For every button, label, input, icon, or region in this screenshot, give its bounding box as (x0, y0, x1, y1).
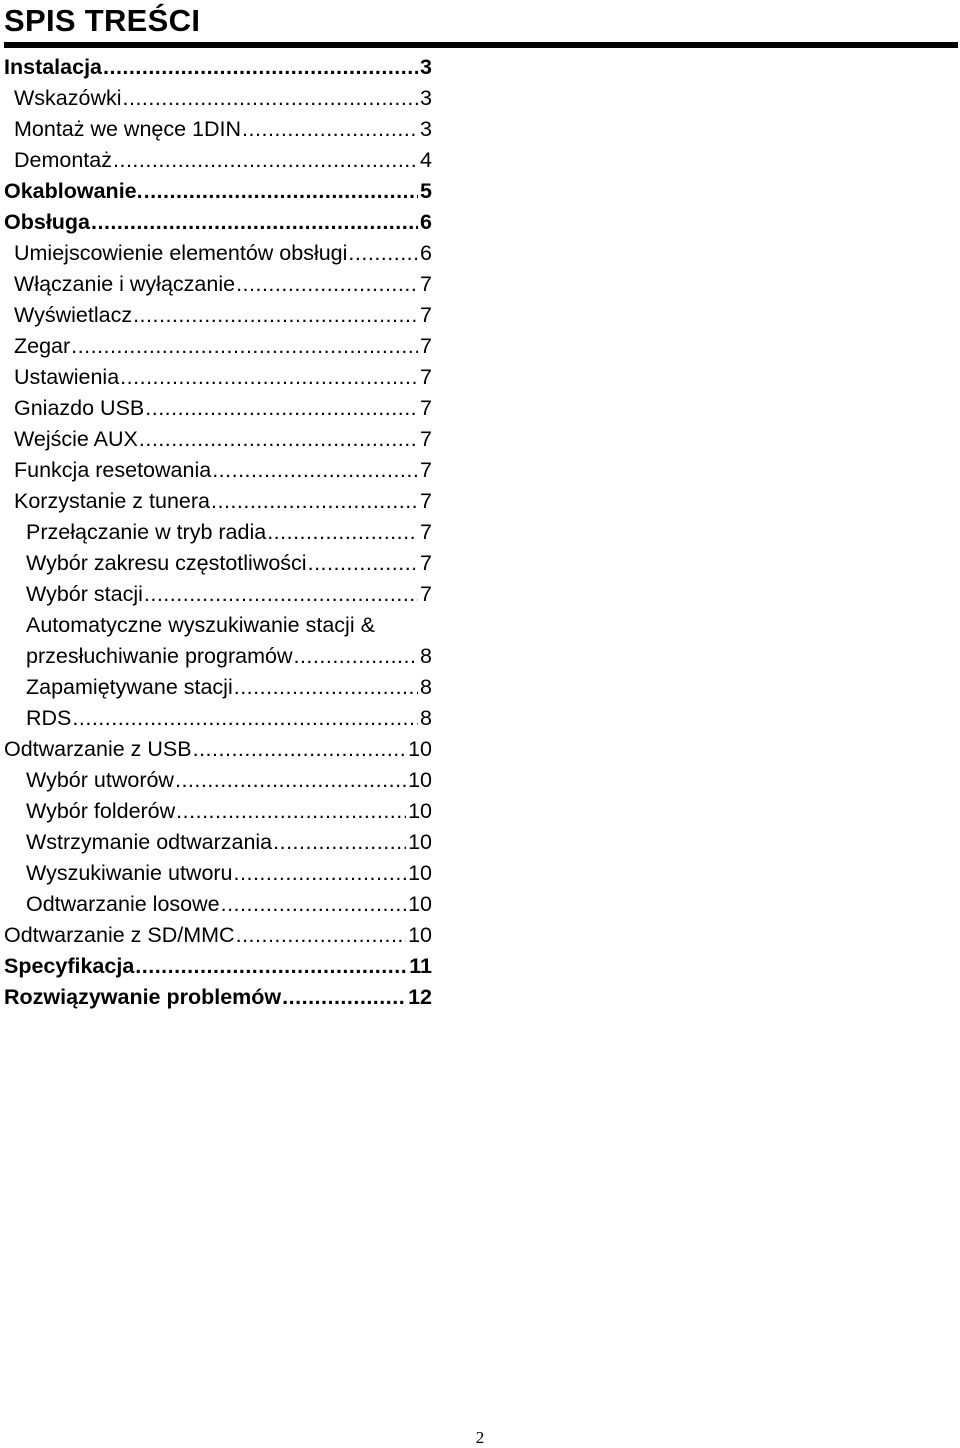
toc-dot-leader (236, 269, 418, 300)
toc-entry-link[interactable] (14, 455, 432, 486)
toc-entry-link[interactable] (26, 796, 432, 827)
toc-entry-link[interactable] (26, 858, 432, 889)
toc-entry-page-number: 11 (409, 954, 432, 978)
toc-entry-page-number: 7 (420, 520, 432, 544)
toc-dot-leader (282, 982, 406, 1013)
toc-entry-label: Demontaż (14, 148, 112, 172)
toc-entry (0, 734, 450, 765)
toc-entry-label: Gniazdo USB (14, 396, 145, 420)
toc-entry-page-number: 7 (420, 365, 432, 389)
toc-dot-leader (267, 517, 418, 548)
toc-dot-leader (221, 889, 406, 920)
table-of-contents (0, 52, 450, 1013)
toc-dot-leader (103, 52, 418, 83)
toc-entry (0, 362, 450, 393)
toc-entry (0, 579, 450, 610)
toc-entry-page-number: 7 (420, 303, 432, 327)
toc-dot-leader (144, 579, 418, 610)
toc-entry-link[interactable] (14, 362, 432, 393)
toc-entry-link[interactable] (14, 486, 432, 517)
toc-entry-label: Wejście AUX (14, 427, 138, 451)
toc-entry (0, 393, 450, 424)
toc-entry (0, 517, 450, 548)
toc-entry-link[interactable] (26, 641, 432, 672)
toc-dot-leader (113, 145, 418, 176)
toc-entry (0, 176, 450, 207)
toc-entry-link[interactable] (4, 176, 432, 207)
toc-dot-leader (176, 796, 406, 827)
toc-entry-link[interactable] (4, 734, 432, 765)
toc-entry-label: Zapamiętywane stacji (26, 675, 233, 699)
toc-entry-label: Wyświetlacz (14, 303, 133, 327)
toc-entry-link[interactable] (4, 52, 432, 83)
toc-entry-link[interactable] (14, 393, 432, 424)
toc-entry-label: Montaż we wnęce 1DIN (14, 117, 242, 141)
toc-entry-link[interactable] (14, 424, 432, 455)
toc-dot-leader (91, 207, 418, 238)
toc-entry-link[interactable] (26, 579, 432, 610)
toc-entry-link[interactable] (14, 300, 432, 331)
toc-entry-label: Instalacja (4, 55, 102, 79)
toc-dot-leader (135, 951, 407, 982)
toc-entry-label: Wskazówki (14, 86, 122, 110)
toc-entry-page-number: 7 (420, 458, 432, 482)
toc-entry-page-number: 10 (408, 768, 432, 792)
toc-entry-page-number: 3 (420, 117, 432, 141)
toc-entry-page-number: 10 (408, 861, 432, 885)
toc-entry-label: Obsługa (4, 210, 91, 234)
toc-entry-page-number: 5 (420, 179, 432, 203)
toc-entry-label: RDS (26, 706, 72, 730)
toc-entry-label: Wybór folderów (26, 799, 176, 823)
toc-entry-link[interactable] (26, 765, 432, 796)
toc-entry-label: Odtwarzanie z USB (4, 737, 192, 761)
toc-entry (0, 827, 450, 858)
toc-entry-label: Ustawienia (14, 365, 120, 389)
toc-entry (0, 796, 450, 827)
toc-entry-link[interactable] (14, 114, 432, 145)
toc-entry-label: Korzystanie z tunera (14, 489, 210, 513)
toc-dot-leader (133, 300, 418, 331)
toc-entry-label: Wstrzymanie odtwarzania (26, 830, 273, 854)
toc-entry-label: Włączanie i wyłączanie (14, 272, 236, 296)
toc-entry-link[interactable] (4, 982, 432, 1013)
toc-entry-page-number: 10 (408, 923, 432, 947)
toc-entry-link[interactable] (14, 331, 432, 362)
toc-entry-link[interactable] (26, 703, 432, 734)
toc-entry-page-number: 3 (420, 55, 432, 79)
toc-entry-page-number: 10 (408, 737, 432, 761)
toc-entry-link[interactable] (26, 672, 432, 703)
toc-entry-link[interactable] (26, 517, 432, 548)
toc-entry-page-number: 7 (420, 334, 432, 358)
toc-entry (0, 703, 450, 734)
toc-dot-leader (234, 672, 418, 703)
toc-entry (0, 114, 450, 145)
toc-entry (0, 269, 450, 300)
toc-entry-link[interactable] (14, 145, 432, 176)
toc-entry (0, 145, 450, 176)
toc-entry (0, 920, 450, 951)
toc-dot-leader (123, 83, 418, 114)
toc-entry-page-number: 7 (420, 396, 432, 420)
toc-dot-leader (348, 238, 418, 269)
toc-entry (0, 641, 450, 672)
toc-entry-label: Zegar (14, 334, 71, 358)
toc-entry (0, 765, 450, 796)
toc-entry-label: Okablowanie. (4, 179, 143, 203)
toc-entry-label: Rozwiązywanie problemów (4, 985, 282, 1009)
toc-entry-page-number: 7 (420, 582, 432, 606)
toc-entry-link[interactable] (26, 548, 432, 579)
toc-dot-leader (308, 548, 418, 579)
toc-entry-link[interactable] (26, 889, 432, 920)
toc-entry-page-number: 3 (420, 86, 432, 110)
toc-entry-link[interactable] (26, 827, 432, 858)
toc-entry-label: przesłuchiwanie programów (26, 644, 293, 668)
toc-dot-leader (175, 765, 406, 796)
toc-entry (0, 238, 450, 269)
toc-dot-leader (293, 641, 418, 672)
toc-dot-leader (193, 734, 406, 765)
toc-entry-label: Funkcja resetowania (14, 458, 212, 482)
toc-entry-label: Wybór zakresu częstotliwości (26, 551, 307, 575)
toc-entry (0, 424, 450, 455)
toc-entry-link[interactable] (4, 951, 432, 982)
toc-entry-label: Automatyczne wyszukiwanie stacji & (26, 613, 375, 637)
toc-entry-page-number: 7 (420, 272, 432, 296)
toc-entry-page-number: 7 (420, 551, 432, 575)
toc-entry (0, 52, 450, 83)
toc-dot-leader (120, 362, 418, 393)
toc-entry-link[interactable] (4, 207, 432, 238)
toc-entry-page-number: 8 (420, 675, 432, 699)
toc-entry (0, 982, 450, 1013)
toc-dot-leader (145, 393, 418, 424)
page-number: 2 (475, 1428, 485, 1447)
toc-entry (0, 951, 450, 982)
toc-entry-page-number: 10 (408, 799, 432, 823)
toc-entry-label: Odtwarzanie z SD/MMC (4, 923, 235, 947)
toc-dot-leader (72, 703, 418, 734)
toc-entry-label: Przełączanie w tryb radia (26, 520, 267, 544)
toc-entry-link[interactable] (14, 269, 432, 300)
toc-entry-page-number: 10 (408, 892, 432, 916)
toc-entry-label: Umiejscowienie elementów obsługi (14, 241, 348, 265)
toc-dot-leader (234, 858, 407, 889)
toc-entry (0, 331, 450, 362)
toc-entry-page-number: 8 (420, 706, 432, 730)
toc-entry-page-number: 7 (420, 489, 432, 513)
toc-entry-page-number: 6 (420, 210, 432, 234)
toc-dot-leader (242, 114, 418, 145)
toc-dot-leader (236, 920, 406, 951)
toc-entry (0, 83, 450, 114)
toc-entry-label: Wyszukiwanie utworu (26, 861, 233, 885)
toc-dot-leader (212, 455, 418, 486)
title-underline (4, 42, 958, 48)
toc-dot-leader (139, 424, 418, 455)
document-title: SPIS TREŚCI (4, 3, 201, 38)
toc-entry (0, 207, 450, 238)
toc-entry-label: Specyfikacja (4, 954, 135, 978)
toc-dot-leader (273, 827, 406, 858)
toc-entry (0, 858, 450, 889)
toc-entry (0, 300, 450, 331)
toc-entry (0, 455, 450, 486)
toc-entry-page-number: 12 (408, 985, 432, 1009)
toc-entry-link[interactable] (26, 610, 432, 641)
toc-dot-leader (71, 331, 418, 362)
toc-entry-page-number: 4 (420, 148, 432, 172)
toc-dot-leader (144, 176, 418, 207)
toc-dot-leader (211, 486, 418, 517)
toc-entry (0, 548, 450, 579)
toc-entry-label: Wybór stacji (26, 582, 143, 606)
toc-entry-page-number: 7 (420, 427, 432, 451)
toc-entry (0, 610, 450, 641)
toc-entry-page-number: 8 (420, 644, 432, 668)
toc-entry (0, 889, 450, 920)
toc-entry (0, 486, 450, 517)
toc-entry-page-number: 10 (408, 830, 432, 854)
toc-entry-page-number: 6 (420, 241, 432, 265)
toc-entry (0, 672, 450, 703)
toc-entry-link[interactable] (14, 83, 432, 114)
toc-entry-link[interactable] (14, 238, 432, 269)
toc-entry-label: Wybór utworów (26, 768, 174, 792)
toc-entry-label: Odtwarzanie losowe (26, 892, 220, 916)
toc-entry-link[interactable] (4, 920, 432, 951)
